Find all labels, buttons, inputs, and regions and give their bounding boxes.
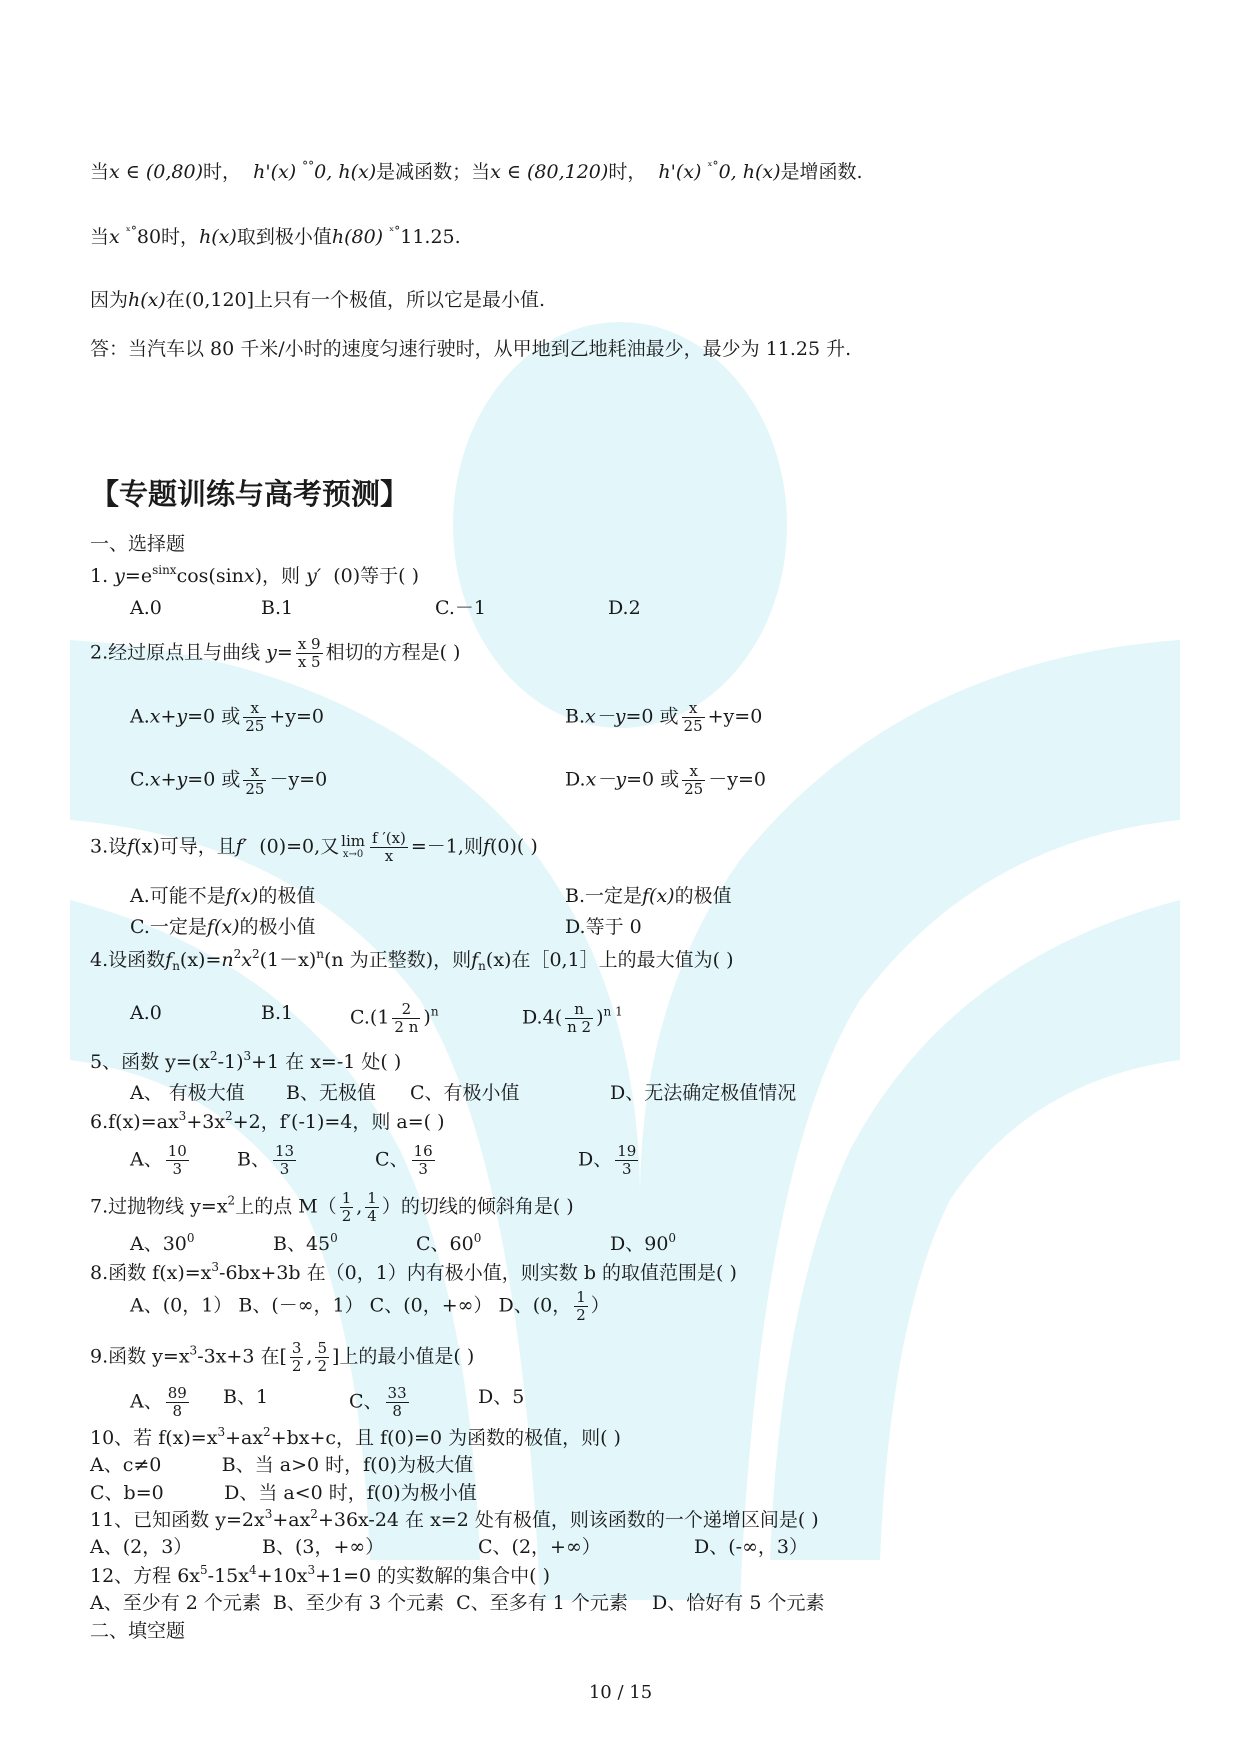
section-heading: 【专题训练与高考预测】 — [90, 477, 410, 511]
q5-option-b: B、无极值 — [286, 1082, 376, 1104]
question-6: $6.f(x)=ax^3+3x^2+2$，f′(-1)=4，则 a=( ) — [90, 1109, 445, 1133]
q9-option-b: B、1 — [223, 1386, 269, 1408]
q3-option-d: D.等于 0 — [565, 916, 642, 938]
q8-options: A、(0，1） B、(－∞，1） C、(0，+∞） D、(0， $\frac{1}{2}$ ） — [130, 1288, 610, 1324]
question-3: 3.设f(x)可导，且f′ (0)=0,又 lim x→0 $\frac{f '(x)}{x}$ =－1,则f(0)( ) — [90, 829, 538, 865]
q3-option-b: B.一定是f(x)的极值 — [565, 885, 732, 907]
q6-option-a: A、 $\frac{10}{3}$ — [130, 1142, 187, 1178]
question-2: 2.经过原点且与曲线 y= $\frac{x 9}{x 5}$ 相切的方程是( ) — [90, 635, 461, 671]
q3-option-a: A.可能不是f(x)的极值 — [130, 885, 316, 907]
q9-option-a: A、 $\frac{89}{8}$ — [130, 1384, 187, 1420]
q6-option-d: D、 $\frac{19}{3}$ — [578, 1142, 637, 1178]
q10-options-row-1: A、c≠0 B、当 a>0 时，f(0)为极大值 — [90, 1454, 474, 1476]
question-8: 8.函数 $f(x)=x^3-6bx+3b$ 在（0，1）内有极小值，则实数 b 的取值范围是( ) — [90, 1260, 737, 1284]
question-4: 4.设函数$f_n(x)=n^2x^2(1-x)^n(n$ 为正整数)，则$f_n(x)$在［0,1］上的最大值为( ) — [90, 947, 734, 973]
q5-option-d: D、无法确定极值情况 — [610, 1082, 797, 1104]
q1-option-d: D.2 — [608, 597, 641, 619]
section-fill-title: 二、填空题 — [90, 1620, 186, 1642]
q7-option-b: B、$45^0$ — [273, 1231, 338, 1255]
q11-option-c: C、(2，+∞） — [478, 1536, 601, 1558]
solution-answer: 答：当汽车以 80 千米/小时的速度匀速行驶时，从甲地到乙地耗油最少，最少为 11.25 升. — [90, 338, 852, 360]
section-choice-title: 一、选择题 — [90, 533, 186, 555]
q9-option-c: C、 $\frac{33}{8}$ — [349, 1384, 407, 1420]
q2-option-d: D.x－y=0 或 $\frac{x}{25}$ －y=0 — [565, 762, 766, 798]
solution-line-2: 当x $^{ˣ^\circ}$80时，h(x)取到极小值h(80) $^{ˣ^\circ}$11.25. — [90, 224, 461, 248]
q6-option-b: B、 $\frac{13}{3}$ — [237, 1142, 295, 1178]
page-number: 10 / 15 — [588, 1682, 653, 1703]
q7-option-a: A、$30^0$ — [130, 1231, 195, 1255]
solution-line-3: 因为h(x)在(0,120]上只有一个极值，所以它是最小值. — [90, 289, 546, 311]
q4-option-d: D.4( $\frac{n}{n 2}$ )$^{n 1}$ — [522, 1000, 623, 1036]
q3-option-c: C.一定是f(x)的极小值 — [130, 916, 316, 938]
question-11: 11、已知函数 $y=2x^3+ax^2+36x-24$ 在 x=2 处有极值，则该函数的一个递增区间是( ) — [90, 1507, 819, 1531]
question-12: 12、方程 $6x^5-15x^4+10x^3+1=0$ 的实数解的集合中( ) — [90, 1563, 550, 1587]
question-5: 5、函数 $y=(x^2-1)^3+1$ 在 x=-1 处( ) — [90, 1049, 402, 1073]
q9-option-d: D、5 — [478, 1386, 525, 1408]
q2-option-c: C.x+y=0 或 $\frac{x}{25}$ －y=0 — [130, 762, 328, 798]
q1-option-a: A.0 — [130, 597, 162, 619]
question-7: 7.过抛物线 $y=x^2$上的点 M（ $\frac{1}{2}$ , $\frac{1}{4}$ ）的切线的倾斜角是( ) — [90, 1189, 574, 1225]
q7-option-d: D、$90^0$ — [610, 1231, 677, 1255]
solution-line-1: 当x ∈ (0,80)时， h'(x) °°0, h(x)是减函数；当x ∈ (80,120)时， h'(x) $^{ˣ^\circ}$0, h(x)是增函数. — [90, 159, 863, 183]
q7-option-c: C、$60^0$ — [416, 1231, 482, 1255]
q6-option-c: C、 $\frac{16}{3}$ — [375, 1142, 433, 1178]
q1-option-c: C.－1 — [435, 597, 486, 619]
question-9: 9.函数 $y=x^3-3x+3$ 在[ $\frac{3}{2}$ , $\frac{5}{2}$ ]上的最小值是( ) — [90, 1339, 475, 1375]
q10-options-row-2: C、b=0 D、当 a<0 时，f(0)为极小值 — [90, 1482, 477, 1504]
q1-option-b: B.1 — [261, 597, 294, 619]
q5-option-a: A、 有极大值 — [130, 1082, 245, 1104]
q5-option-c: C、有极小值 — [410, 1082, 520, 1104]
q2-option-a: A.x+y=0 或 $\frac{x}{25}$ +y=0 — [130, 699, 324, 735]
q11-option-b: B、(3，+∞） — [262, 1536, 385, 1558]
q11-option-d: D、(-∞，3） — [694, 1536, 808, 1558]
q12-options: A、至少有 2 个元素 B、至少有 3 个元素 C、至多有 1 个元素 D、恰好有 5 个元素 — [90, 1592, 825, 1614]
q2-option-b: B.x－y=0 或 $\frac{x}{25}$ +y=0 — [565, 699, 763, 735]
q11-option-a: A、(2，3） — [90, 1536, 193, 1558]
q4-option-c: C.(1 $\frac{2}{2 n}$ )$^n$ — [350, 1000, 439, 1036]
question-1: 1. $y=e^{sinx}\cos(\sin x)$，则 y′ (0)等于( ) — [90, 563, 419, 587]
q4-option-b: B.1 — [261, 1002, 294, 1024]
q4-option-a: A.0 — [130, 1002, 162, 1024]
question-10: 10、若 $f(x)=x^3+ax^2+bx+c$，且 f(0)=0 为函数的极值，则( ) — [90, 1425, 621, 1449]
